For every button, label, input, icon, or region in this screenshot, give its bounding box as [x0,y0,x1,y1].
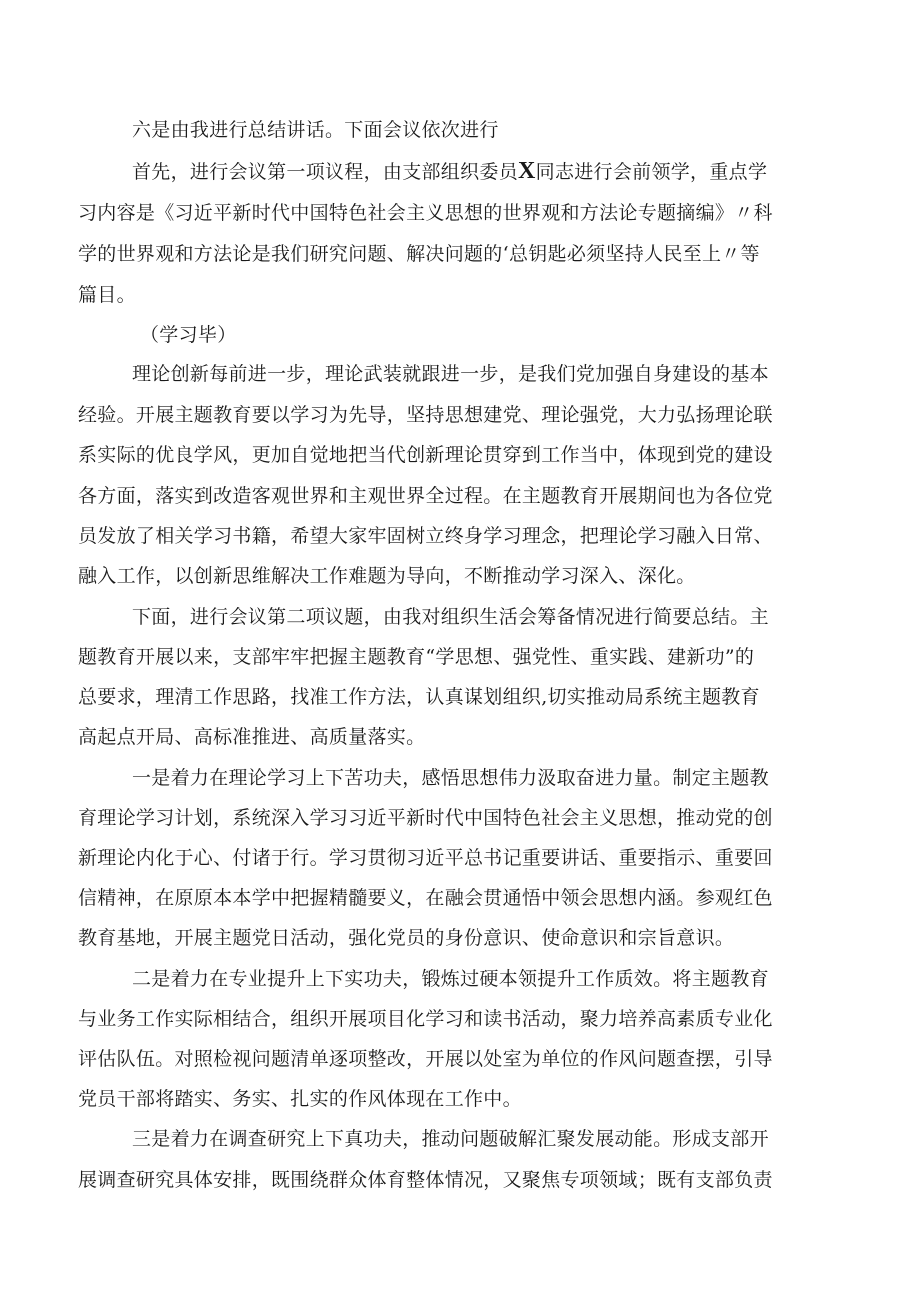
paragraph-5-line-2: 题教育开展以来，支部牢牢把握主题教育“学思想、强党性、重实践、建新功”的 [78,646,755,668]
paragraph-5-line-1: 下面，进行会议第二项议题，由我对组织生活会筹备情况进行简要总结。主 [132,606,769,628]
member-initial: X [518,158,536,184]
paragraph-4-line-1: 理论创新每前进一步，理论武装就跟进一步，是我们党加强自身建设的基本 [132,363,769,385]
paragraph-8-line-1: 三是着力在调查研究上下真功夫，推动问题破解汇聚发展动能。形成支部开 [132,1128,769,1150]
paragraph-8-line-2: 展调查研究具体安排，既围绕群众体育整体情况，又聚焦专项领域；既有支部负责 [78,1169,773,1191]
paragraph-4-line-5: 员发放了相关学习书籍，希望大家牢固树立终身学习理念，把理论学习融入日常、 [78,525,773,547]
paragraph-6-line-4: 信精神，在原原本本学中把握精髓要义，在融会贯通悟中领会思想内涵。参观红色 [78,887,773,909]
paragraph-4-line-2: 经验。开展主题教育要以学习为先导，坚持思想建党、理论强党，大力弘扬理论联 [78,404,773,426]
paragraph-2-line-1-text-a: 首先，进行会议第一项议程，由支部组织委员 [132,161,519,183]
paragraph-2-line-1 [132,159,767,185]
paragraph-7-line-1: 二是着力在专业提升上下实功夫，锻炼过硬本领提升工作质效。将主题教育 [132,968,769,990]
paragraph-4-line-3: 系实际的优良学风，更加自觉地把当代创新理论贯穿到工作当中，体现到党的建设 [78,444,773,466]
paragraph-2-line-3: 学的世界观和方法论是我们研究问题、解决问题的‘总钥匙必须坚持人民至上〃等 [78,243,760,265]
paragraph-6-line-3: 新理论内化于心、付诸于行。学习贯彻习近平总书记重要讲话、重要指示、重要回 [78,847,773,869]
paragraph-2-line-1-text-b: 同志进行会前领学，重点学 [535,161,768,183]
paragraph-7-line-2: 与业务工作实际相结合，组织开展项目化学习和读书活动，聚力培养高素质专业化 [78,1008,773,1030]
paragraph-6-line-5: 教育基地，开展主题党日活动，强化党员的身份意识、使命意识和宗旨意识。 [78,927,735,949]
paragraph-4-line-4: 各方面，落实到改造客观世界和主观世界全过程。在主题教育开展期间也为各位党 [78,485,773,507]
paragraph-7-line-3: 评估队伍。对照检视问题清单逐项整改，开展以处室为单位的作风问题查摆，引导 [78,1048,773,1070]
paragraph-7-line-4: 党员干部将踏实、务实、扎实的作风体现在工作中。 [78,1088,522,1110]
paragraph-2-line-4: 篇目。 [78,284,136,306]
paragraph-1-line-1: 六是由我进行总结讲话。下面会议依次进行 [132,119,499,141]
paragraph-5-line-4: 高起点开局、高标准推进、高质量落实。 [78,726,426,748]
paragraph-5-line-3: 总要求，理清工作思路，找准工作方法，认真谋划组织,切实推动局系统主题教育 [78,686,760,708]
paragraph-6-line-1: 一是着力在理论学习上下苦功夫，感悟思想伟力汲取奋进力量。制定主题教 [132,767,769,789]
paragraph-2-line-2: 习内容是《习近平新时代中国特色社会主义思想的世界观和方法论专题摘编》〃科 [78,202,773,224]
paragraph-6-line-2: 育理论学习计划，系统深入学习习近平新时代中国特色社会主义思想，推动党的创 [78,807,773,829]
paragraph-4-line-6: 融入工作，以创新思维解决工作难题为导向，不断推动学习深入、深化。 [78,565,696,587]
study-end-note: （学习毕） [140,324,237,346]
